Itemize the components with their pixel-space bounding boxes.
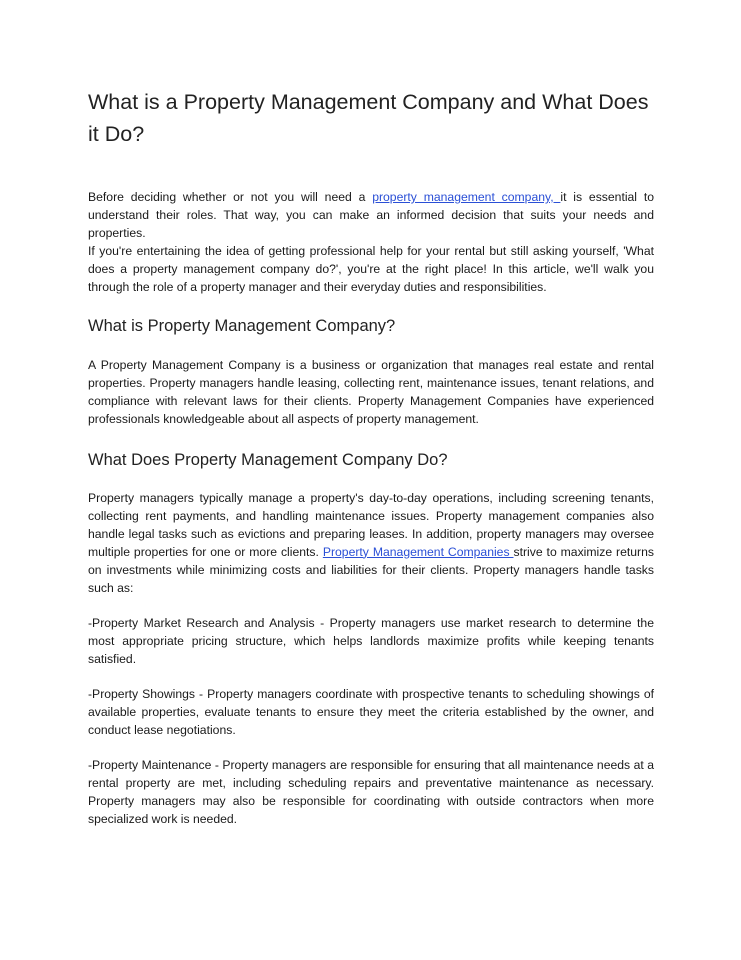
- task-item: [88, 686, 654, 740]
- body-text: strive to maximize returns on investments while minimizing costs and liabilities for their clients. Property managers handle tasks such as:: [88, 544, 654, 595]
- section-paragraph: [88, 490, 654, 597]
- task-item: [88, 757, 654, 829]
- task-property-showings: -Property Showings - Property managers coordinate with prospective tenants to scheduling showings of available properties, evaluate tenants to ensure they meet the criteria established by the owner, and conduct lease negotiations.: [88, 687, 654, 737]
- intro-paragraph-2: If you're entertaining the idea of getting professional help for your rental but still asking yourself, 'What does a property management company do?', you're at the right place! In this article, we'll walk you through the role of a property manager and their everyday duties and responsibilities.: [88, 243, 654, 294]
- body-text: Property managers typically manage a property's day-to-day operations, including screening tenants, collecting rent payments, and handling maintenance issues. Property management companies also handle legal tasks such as evictions and preparing leases. In addition, property managers may oversee multiple properties for one or more clients.: [88, 491, 654, 559]
- section-1-body: [88, 357, 654, 429]
- page-title: What is a Property Management Company and What Does it Do?: [88, 90, 649, 146]
- section-2-heading-block: [88, 449, 654, 471]
- section-heading: What is Property Management Company?: [88, 317, 396, 335]
- intro-text: it is essential to understand their roles. That way, you can make an informed decision that suits your needs and properties.: [88, 190, 654, 240]
- section-heading: What Does Property Management Company Do?: [88, 451, 448, 469]
- property-management-companies-link[interactable]: Property Management Companies: [322, 544, 514, 559]
- intro: [88, 189, 654, 296]
- page-title-block: [88, 86, 654, 150]
- section-1-heading-block: [88, 315, 654, 337]
- task-item: [88, 615, 654, 669]
- section-paragraph: A Property Management Company is a business or organization that manages real estate and rental properties. Property managers handle leasing, collecting rent, maintenance issues, tenant relations, and compliance with relevant laws for their clients. Property Management Companies have experienced professionals knowledgeable about all aspects of property management.: [88, 358, 654, 426]
- intro-paragraph-1: [88, 189, 654, 243]
- intro-text: Before deciding whether or not you will need a: [88, 190, 373, 204]
- property-management-company-link[interactable]: property management company,: [372, 190, 561, 204]
- section-2-body: [88, 490, 654, 597]
- task-property-maintenance: -Property Maintenance - Property managers are responsible for ensuring that all maintenance needs at a rental property are met, including scheduling repairs and preventative maintenance as necessary. Property managers may also be responsible for coordinating with outside contractors when more specialized work is needed.: [88, 758, 654, 826]
- task-market-research: -Property Market Research and Analysis - Property managers use market research to determine the most appropriate pricing structure, which helps landlords maximize profits while keeping tenants satisfied.: [88, 616, 654, 666]
